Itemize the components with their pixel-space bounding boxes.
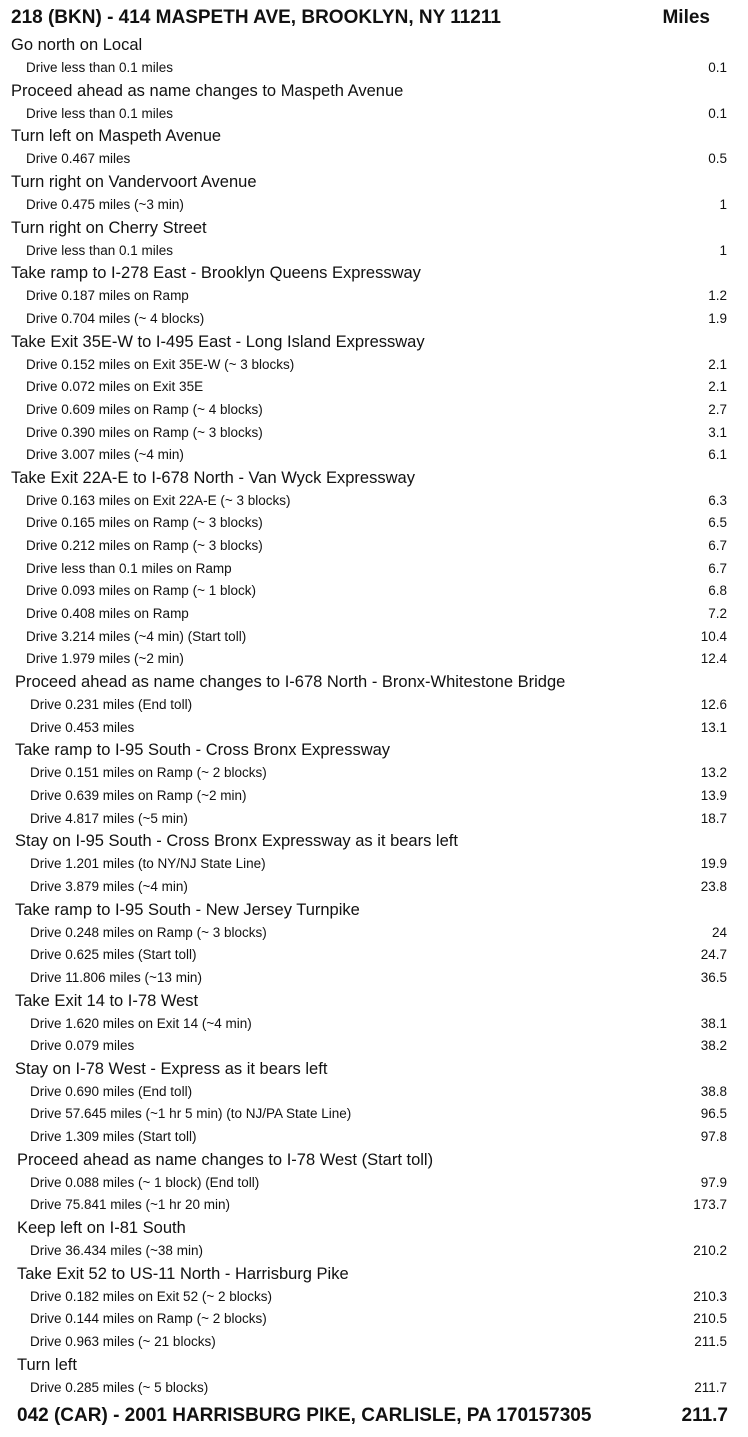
drive-description: Drive 0.963 miles (~ 21 blocks)	[30, 1334, 216, 1349]
cumulative-miles: 210.5	[693, 1311, 727, 1327]
drive-description: Drive 0.248 miles on Ramp (~ 3 blocks)	[30, 924, 267, 940]
cumulative-miles: 6.8	[708, 583, 727, 599]
cumulative-miles: 210.2	[693, 1243, 727, 1259]
cumulative-miles: 24.7	[700, 947, 727, 963]
drive-description: Drive 0.182 miles on Exit 52 (~ 2 blocks)	[30, 1288, 272, 1304]
cumulative-miles: 1	[719, 242, 727, 258]
drive-description: Drive 1.201 miles (to NY/NJ State Line)	[30, 856, 266, 872]
origin-address: 218 (BKN) - 414 MASPETH AVE, BROOKLYN, NY 11211	[11, 7, 501, 28]
cumulative-miles: 211.5	[694, 1334, 727, 1349]
cumulative-miles: 211.7	[694, 1379, 727, 1395]
step-instruction: Proceed ahead as name changes to I-678 North - Bronx-Whitestone Bridge	[15, 673, 566, 691]
drive-description: Drive 0.212 miles on Ramp (~ 3 blocks)	[26, 538, 263, 554]
cumulative-miles: 1.9	[708, 310, 727, 326]
drive-description: Drive 3.007 miles (~4 min)	[26, 447, 184, 463]
drive-description: Drive 1.309 miles (Start toll)	[30, 1129, 197, 1145]
cumulative-miles: 23.8	[700, 878, 727, 894]
destination-address: 042 (CAR) - 2001 HARRISBURG PIKE, CARLISLE, PA 170157305	[17, 1405, 592, 1426]
drive-description: Drive 0.088 miles (~ 1 block) (End toll)	[30, 1174, 260, 1190]
cumulative-miles: 2.7	[708, 401, 727, 417]
step-instruction: Take Exit 52 to US-11 North - Harrisburg Pike	[17, 1264, 349, 1283]
cumulative-miles: 38.8	[700, 1083, 727, 1099]
cumulative-miles: 6.3	[708, 492, 727, 508]
cumulative-miles: 1	[719, 196, 727, 212]
drive-description: Drive 0.093 miles on Ramp (~ 1 block)	[26, 583, 256, 599]
drive-description: Drive 0.163 miles on Exit 22A-E (~ 3 blocks)	[26, 492, 291, 508]
drive-description: Drive 0.165 miles on Ramp (~ 3 blocks)	[26, 515, 263, 531]
cumulative-miles: 24	[711, 924, 727, 940]
cumulative-miles: 38.2	[700, 1038, 727, 1054]
drive-description: Drive 0.072 miles on Exit 35E	[26, 379, 204, 395]
drive-description: Drive 0.231 miles (End toll)	[30, 697, 193, 712]
step-instruction: Take Exit 22A-E to I-678 North - Van Wyck Expressway	[11, 468, 415, 487]
step-instruction: Take ramp to I-278 East - Brooklyn Queens Expressway	[11, 264, 421, 283]
cumulative-miles: 96.5	[700, 1106, 727, 1122]
drive-description: Drive 0.453 miles	[30, 719, 135, 735]
drive-description: Drive 1.620 miles on Exit 14 (~4 min)	[30, 1015, 252, 1031]
drive-description: Drive less than 0.1 miles	[26, 242, 174, 258]
step-instruction: Turn left	[17, 1355, 77, 1374]
drive-description: Drive 0.152 miles on Exit 35E-W (~ 3 blocks)	[26, 356, 295, 372]
cumulative-miles: 36.5	[700, 969, 727, 985]
drive-description: Drive 3.879 miles (~4 min)	[30, 878, 188, 894]
step-instruction: Take Exit 14 to I-78 West	[15, 991, 199, 1010]
cumulative-miles: 13.2	[700, 765, 727, 781]
cumulative-miles: 1.2	[708, 288, 727, 304]
drive-description: Drive 0.408 miles on Ramp	[26, 606, 189, 622]
drive-description: Drive 0.187 miles on Ramp	[26, 288, 189, 304]
cumulative-miles: 2.1	[708, 379, 727, 395]
drive-description: Drive less than 0.1 miles	[26, 60, 174, 75]
drive-description: Drive 4.817 miles (~5 min)	[30, 810, 188, 826]
drive-description: Drive 0.625 miles (Start toll)	[30, 947, 197, 963]
drive-description: Drive 0.079 miles	[30, 1038, 135, 1054]
total-miles: 211.7	[681, 1405, 728, 1426]
step-instruction: Keep left on I-81 South	[17, 1219, 186, 1238]
step-instruction: Proceed ahead as name changes to I-78 West (Start toll)	[17, 1150, 434, 1169]
step-instruction: Turn right on Vandervoort Avenue	[11, 172, 257, 191]
cumulative-miles: 173.7	[693, 1197, 727, 1213]
cumulative-miles: 2.1	[708, 356, 727, 372]
step-instruction: Take ramp to I-95 South - New Jersey Turnpike	[15, 900, 360, 919]
drive-description: Drive 0.390 miles on Ramp (~ 3 blocks)	[26, 424, 263, 440]
cumulative-miles: 0.5	[708, 151, 727, 167]
cumulative-miles: 7.2	[708, 606, 727, 622]
drive-description: Drive 0.467 miles	[26, 151, 131, 167]
step-instruction: Proceed ahead as name changes to Maspeth Avenue	[11, 81, 404, 100]
cumulative-miles: 97.8	[700, 1129, 727, 1145]
step-instruction: Turn left on Maspeth Avenue	[11, 127, 222, 146]
drive-description: Drive 11.806 miles (~13 min)	[30, 969, 202, 985]
drive-description: Drive 36.434 miles (~38 min)	[30, 1243, 203, 1259]
miles-column-header: Miles	[662, 7, 710, 28]
cumulative-miles: 3.1	[708, 424, 727, 440]
drive-description: Drive 0.639 miles on Ramp (~2 min)	[30, 787, 247, 803]
drive-description: Drive less than 0.1 miles	[26, 105, 174, 121]
drive-description: Drive 75.841 miles (~1 hr 20 min)	[30, 1197, 230, 1213]
cumulative-miles: 6.1	[708, 447, 727, 463]
drive-description: Drive 0.609 miles on Ramp (~ 4 blocks)	[26, 401, 263, 417]
cumulative-miles: 6.7	[708, 560, 727, 576]
cumulative-miles: 38.1	[700, 1015, 727, 1031]
drive-description: Drive 0.285 miles (~ 5 blocks)	[30, 1379, 209, 1395]
step-instruction: Take ramp to I-95 South - Cross Bronx Expressway	[15, 741, 391, 760]
cumulative-miles: 6.7	[708, 538, 727, 554]
drive-description: Drive 57.645 miles (~1 hr 5 min) (to NJ/PA State Line)	[30, 1106, 352, 1122]
drive-description: Drive 0.690 miles (End toll)	[30, 1083, 193, 1099]
cumulative-miles: 210.3	[693, 1288, 727, 1304]
cumulative-miles: 0.1	[708, 60, 727, 75]
drive-description: Drive 0.151 miles on Ramp (~ 2 blocks)	[30, 765, 267, 781]
drive-description: Drive 0.704 miles (~ 4 blocks)	[26, 310, 205, 326]
cumulative-miles: 12.6	[700, 697, 727, 712]
drive-description: Drive 3.214 miles (~4 min) (Start toll)	[26, 628, 247, 644]
cumulative-miles: 13.1	[700, 719, 727, 735]
cumulative-miles: 97.9	[700, 1174, 727, 1190]
step-instruction: Stay on I-78 West - Express as it bears left	[15, 1059, 328, 1078]
cumulative-miles: 18.7	[700, 810, 727, 826]
drive-description: Drive 0.144 miles on Ramp (~ 2 blocks)	[30, 1311, 267, 1327]
cumulative-miles: 13.9	[700, 787, 727, 803]
step-instruction: Turn right on Cherry Street	[11, 218, 207, 237]
cumulative-miles: 10.4	[700, 628, 727, 644]
drive-description: Drive less than 0.1 miles on Ramp	[26, 560, 232, 576]
cumulative-miles: 0.1	[708, 105, 727, 121]
step-instruction: Stay on I-95 South - Cross Bronx Expressway as it bears left	[15, 832, 458, 851]
cumulative-miles: 12.4	[700, 651, 727, 667]
step-instruction: Go north on Local	[11, 36, 143, 54]
drive-description: Drive 1.979 miles (~2 min)	[26, 651, 184, 667]
drive-description: Drive 0.475 miles (~3 min)	[26, 196, 184, 212]
cumulative-miles: 19.9	[700, 856, 727, 872]
step-instruction: Take Exit 35E-W to I-495 East - Long Island Expressway	[11, 332, 425, 351]
cumulative-miles: 6.5	[708, 515, 727, 531]
